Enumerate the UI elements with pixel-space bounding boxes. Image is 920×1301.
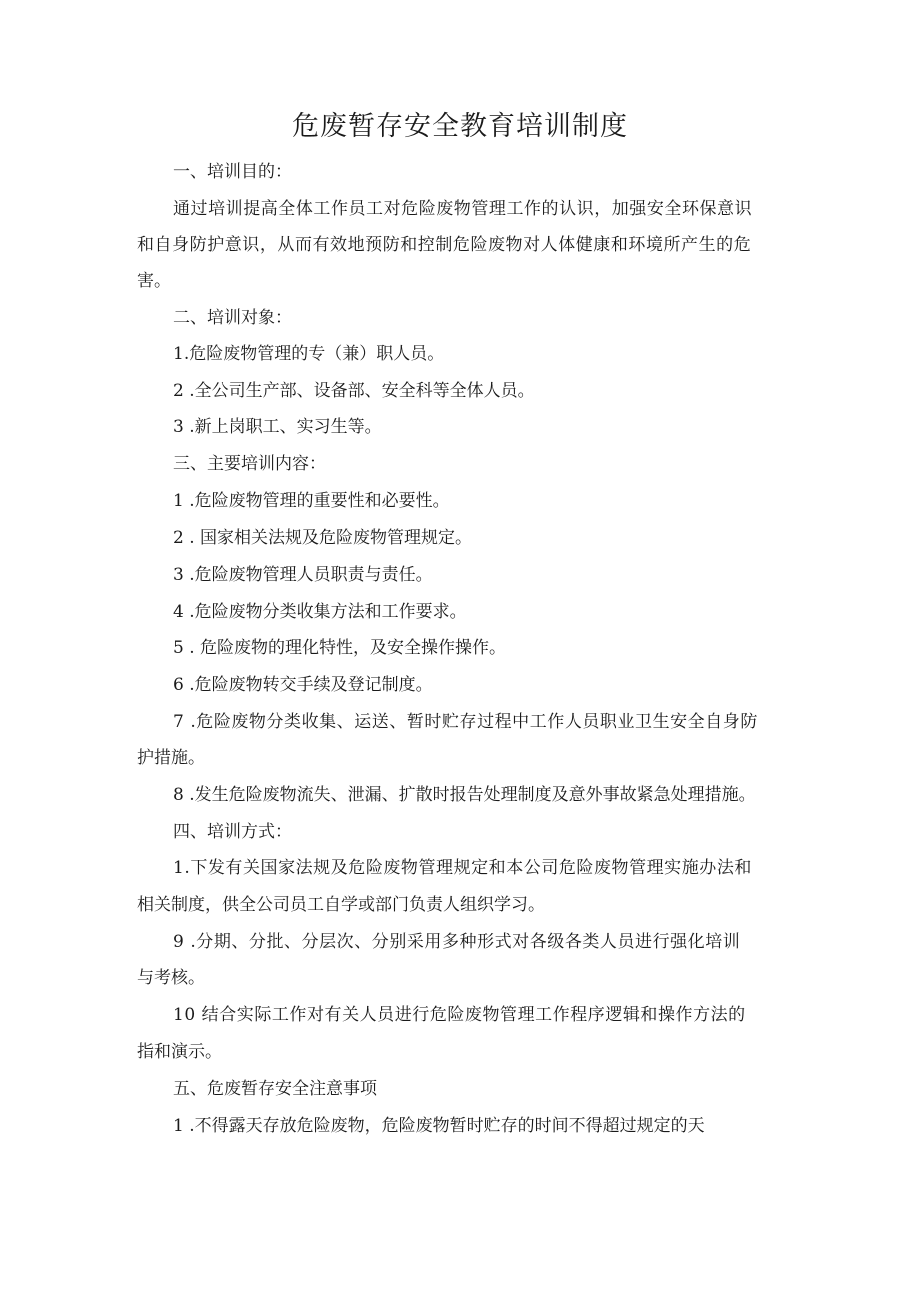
list-item: 3 .危险废物管理人员职责与责任。 — [173, 565, 433, 585]
list-item: 2 .全公司生产部、设备部、安全科等全体人员。 — [173, 381, 535, 401]
list-item-continuation: 相关制度，供全公司员工自学或部门负责人组织学习。 — [137, 895, 545, 915]
list-item: 10 结合实际工作对有关人员进行危险废物管理工作程序逻辑和操作方法的 — [173, 1005, 746, 1025]
section-heading: 四、培训方式： — [173, 822, 292, 842]
section-heading: 五、危废暂存安全注意事项 — [173, 1079, 377, 1099]
list-item: 3 .新上岗职工、实习生等。 — [173, 417, 382, 437]
list-item: 2 . 国家相关法规及危险废物管理规定。 — [173, 528, 473, 548]
list-item: 1 .不得露天存放危险废物，危险废物暂时贮存的时间不得超过规定的天 — [173, 1116, 705, 1136]
list-item-continuation: 护措施。 — [137, 748, 205, 768]
list-item-continuation: 与考核。 — [137, 968, 205, 988]
paragraph-line: 和自身防护意识，从而有效地预防和控制危险废物对人体健康和环境所产生的危 — [137, 235, 752, 255]
paragraph-line: 害。 — [137, 271, 171, 291]
list-item: 1.下发有关国家法规及危险废物管理规定和本公司危险废物管理实施办法和 — [173, 858, 752, 878]
list-item: 7 .危险废物分类收集、运送、暂时贮存过程中工作人员职业卫生安全自身防 — [173, 712, 758, 732]
list-item: 8 .发生危险废物流失、泄漏、扩散时报告处理制度及意外事故紧急处理措施。 — [173, 785, 756, 805]
list-item: 9 .分期、分批、分层次、分别采用多种形式对各级各类人员进行强化培训 — [173, 932, 741, 952]
list-item-continuation: 指和演示。 — [137, 1042, 222, 1062]
section-heading: 三、主要培训内容： — [173, 454, 326, 474]
list-item: 5 . 危险废物的理化特性，及安全操作操作。 — [173, 638, 507, 658]
section-heading: 一、培训目的： — [173, 162, 292, 182]
list-item: 1 .危险废物管理的重要性和必要性。 — [173, 491, 450, 511]
list-item: 4 .危险废物分类收集方法和工作要求。 — [173, 602, 467, 622]
list-item: 6 .危险废物转交手续及登记制度。 — [173, 675, 433, 695]
list-item: 1.危险废物管理的专（兼）职人员。 — [173, 344, 445, 364]
paragraph-line: 通过培训提高全体工作员工对危险废物管理工作的认识，加强安全环保意识 — [173, 199, 753, 219]
document-title: 危废暂存安全教育培训制度 — [292, 111, 628, 142]
section-heading: 二、培训对象： — [173, 308, 292, 328]
